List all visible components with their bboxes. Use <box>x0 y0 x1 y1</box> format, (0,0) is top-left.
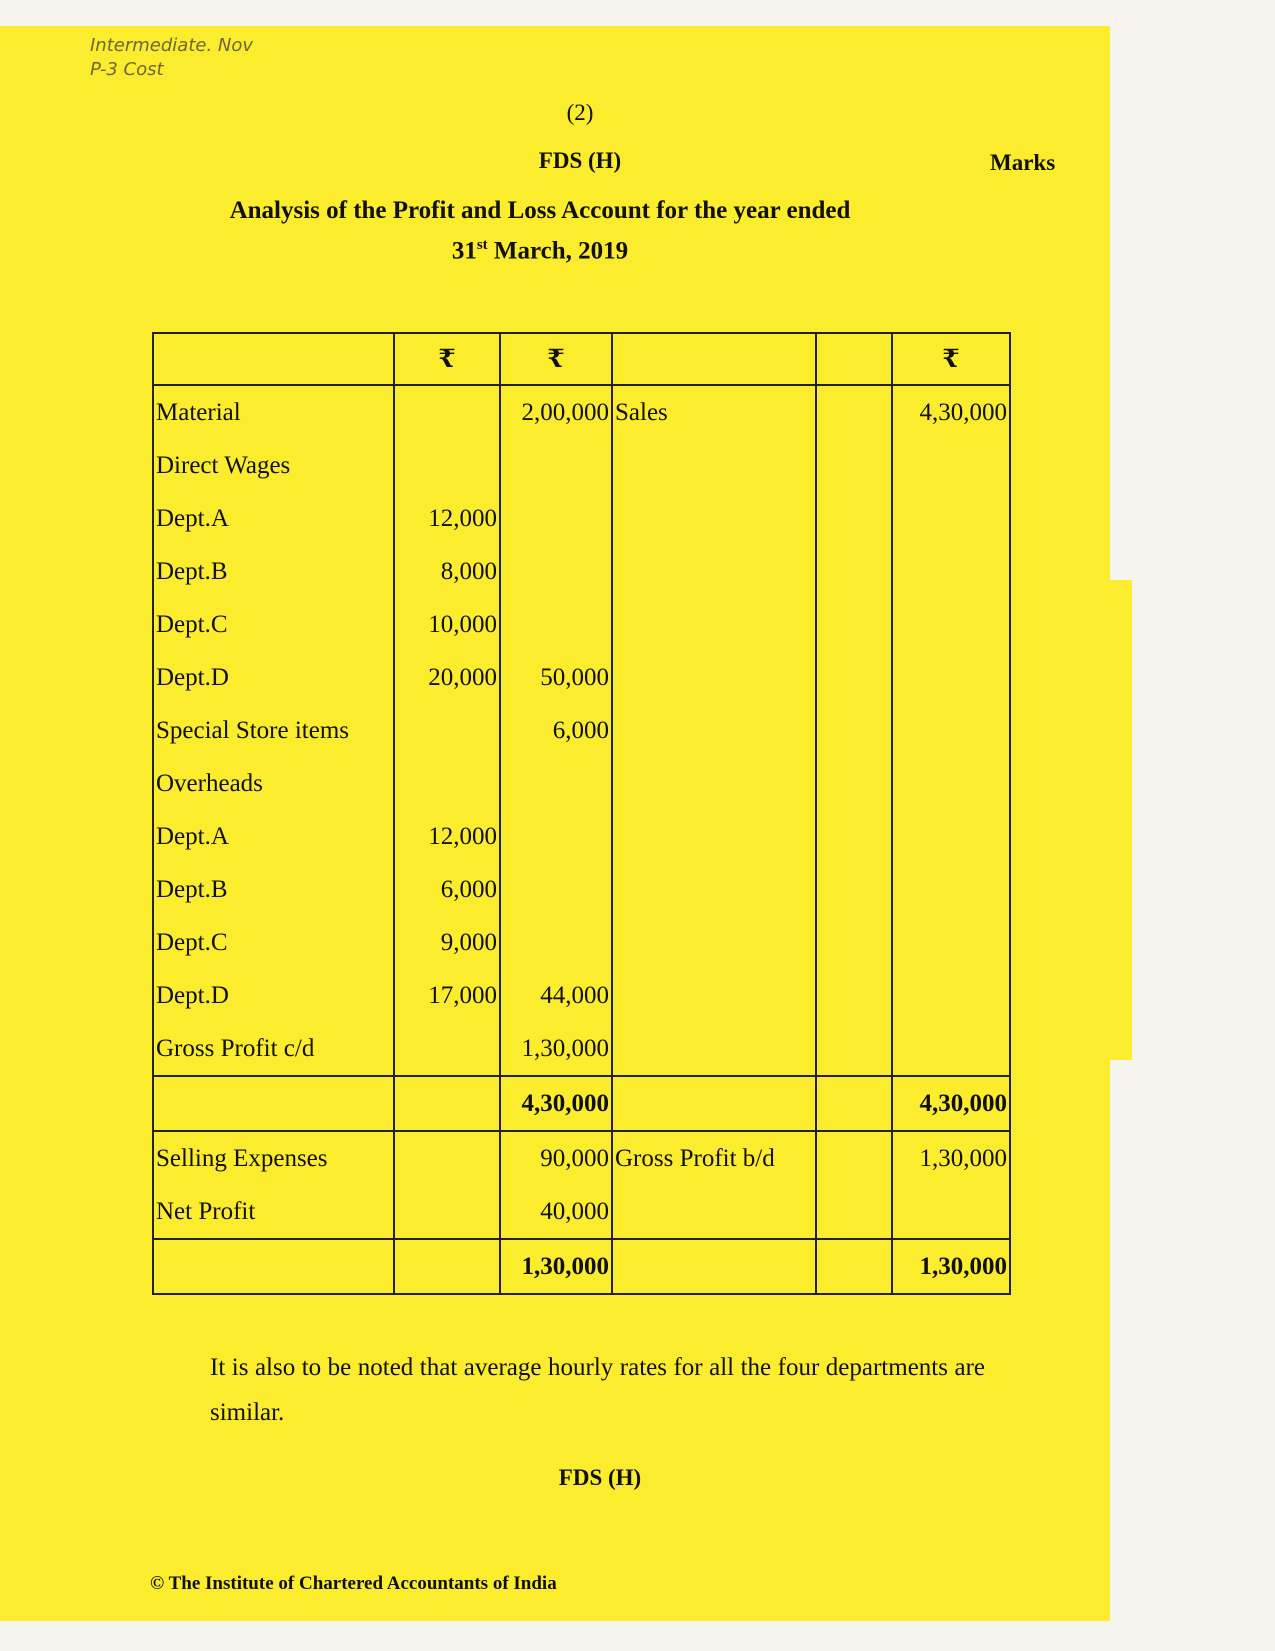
table-cell: 4,30,000 <box>892 385 1010 439</box>
table-cell <box>500 757 612 810</box>
table-cell <box>612 863 816 916</box>
table-cell <box>612 492 816 545</box>
title-date: 31st March, 2019 <box>451 237 629 265</box>
table-cell <box>394 1076 500 1131</box>
table-cell: Dept.C <box>153 598 394 651</box>
table-cell <box>816 1239 892 1294</box>
table-cell <box>612 969 816 1022</box>
table-cell: 90,000 <box>500 1131 612 1185</box>
table-cell <box>612 598 816 651</box>
table-cell: Dept.D <box>153 969 394 1022</box>
table-cell: Net Profit <box>153 1185 394 1239</box>
table-cell: ₹ <box>500 333 612 385</box>
table-cell <box>816 333 892 385</box>
table-cell: 12,000 <box>394 492 500 545</box>
footer-paper-code: FDS (H) <box>558 1465 642 1490</box>
page-title: Analysis of the Profit and Loss Account for the year ended 31st March, 2019 <box>120 194 960 268</box>
table-cell <box>816 1076 892 1131</box>
table-cell <box>394 439 500 492</box>
table-cell <box>612 651 816 704</box>
table-total-row <box>153 1239 1010 1294</box>
table-row <box>153 1185 1010 1239</box>
table-row <box>153 704 1010 757</box>
table-row <box>153 545 1010 598</box>
table-cell <box>612 916 816 969</box>
table-cell <box>816 545 892 598</box>
table-cell: Material <box>153 385 394 439</box>
table-cell: 12,000 <box>394 810 500 863</box>
table-row <box>153 969 1010 1022</box>
table-cell <box>500 545 612 598</box>
table-row <box>153 492 1010 545</box>
table-cell <box>612 810 816 863</box>
table-row <box>153 598 1010 651</box>
table-cell <box>394 704 500 757</box>
table-cell <box>816 1022 892 1076</box>
table-cell <box>892 545 1010 598</box>
table-cell: Gross Profit b/d <box>612 1131 816 1185</box>
table-cell: Dept.B <box>153 545 394 598</box>
table-cell <box>816 916 892 969</box>
page-edge <box>1110 580 1132 1060</box>
table-row <box>153 385 1010 439</box>
table-cell <box>816 651 892 704</box>
table-cell: Dept.B <box>153 863 394 916</box>
table-cell <box>816 598 892 651</box>
table-cell <box>816 757 892 810</box>
table-cell <box>153 1076 394 1131</box>
table-cell <box>816 439 892 492</box>
table-cell: Selling Expenses <box>153 1131 394 1185</box>
table-cell <box>394 1022 500 1076</box>
handwritten-note: Intermediate. Nov P-3 Cost <box>90 35 254 80</box>
note-text: It is also to be noted that average hourly rates for all the four departments are similar. <box>210 1354 985 1426</box>
table-cell <box>500 598 612 651</box>
table-cell <box>153 333 394 385</box>
table-cell <box>816 863 892 916</box>
table-cell <box>612 1022 816 1076</box>
table-cell <box>892 704 1010 757</box>
table-cell: 50,000 <box>500 651 612 704</box>
table-cell <box>892 916 1010 969</box>
table-row <box>153 810 1010 863</box>
table-cell: 6,000 <box>500 704 612 757</box>
table-cell: Overheads <box>153 757 394 810</box>
table-cell <box>816 1185 892 1239</box>
table-cell <box>612 1185 816 1239</box>
table-cell: 1,30,000 <box>500 1239 612 1294</box>
table-cell: 44,000 <box>500 969 612 1022</box>
table-row <box>153 916 1010 969</box>
table-cell: 4,30,000 <box>500 1076 612 1131</box>
table-cell: Gross Profit c/d <box>153 1022 394 1076</box>
table-cell: Sales <box>612 385 816 439</box>
profit-loss-table <box>152 332 1011 1295</box>
table-cell: 1,30,000 <box>892 1131 1010 1185</box>
table-cell <box>612 439 816 492</box>
table-cell: 1,30,000 <box>500 1022 612 1076</box>
table-cell <box>816 969 892 1022</box>
table-cell: ₹ <box>394 333 500 385</box>
page-number: (2) <box>566 100 594 125</box>
table-cell <box>892 492 1010 545</box>
table-cell <box>892 1022 1010 1076</box>
table-cell <box>816 492 892 545</box>
table-cell <box>500 492 612 545</box>
table-cell <box>612 1239 816 1294</box>
table-cell: 6,000 <box>394 863 500 916</box>
table-cell: Dept.A <box>153 492 394 545</box>
table-cell <box>500 916 612 969</box>
table-cell <box>394 757 500 810</box>
table-cell <box>394 1131 500 1185</box>
table-row <box>153 863 1010 916</box>
table-row <box>153 757 1010 810</box>
table-cell: ₹ <box>892 333 1010 385</box>
table-cell <box>612 333 816 385</box>
table-cell <box>892 1185 1010 1239</box>
table-row <box>153 651 1010 704</box>
table-cell <box>892 810 1010 863</box>
table-cell: 1,30,000 <box>892 1239 1010 1294</box>
marks-label: Marks <box>990 150 1056 175</box>
table-header-row <box>153 333 1010 385</box>
table-cell <box>394 1185 500 1239</box>
table-cell: 8,000 <box>394 545 500 598</box>
table-cell <box>394 385 500 439</box>
table-cell <box>500 810 612 863</box>
table-cell <box>816 704 892 757</box>
table-cell: Dept.C <box>153 916 394 969</box>
table-cell: 9,000 <box>394 916 500 969</box>
table-cell <box>612 1076 816 1131</box>
table-cell: Dept.A <box>153 810 394 863</box>
table-cell <box>892 969 1010 1022</box>
table-row <box>153 1131 1010 1185</box>
table-cell <box>153 1239 394 1294</box>
table-total-row <box>153 1076 1010 1131</box>
table-cell <box>816 385 892 439</box>
table-cell: 4,30,000 <box>892 1076 1010 1131</box>
table-cell <box>892 863 1010 916</box>
table-cell: Special Store items <box>153 704 394 757</box>
table-cell: 40,000 <box>500 1185 612 1239</box>
table-cell: 2,00,000 <box>500 385 612 439</box>
copyright-notice: © The Institute of Chartered Accountants of India <box>150 1573 557 1594</box>
table-cell <box>394 1239 500 1294</box>
table-cell <box>892 757 1010 810</box>
table-cell: Direct Wages <box>153 439 394 492</box>
table-cell: 20,000 <box>394 651 500 704</box>
table-row <box>153 1022 1010 1076</box>
table-cell <box>816 810 892 863</box>
table-cell <box>500 863 612 916</box>
table-cell: 10,000 <box>394 598 500 651</box>
paper-code: FDS (H) <box>538 148 622 173</box>
table-cell: 17,000 <box>394 969 500 1022</box>
table-cell <box>892 598 1010 651</box>
table-row <box>153 439 1010 492</box>
table-cell <box>816 1131 892 1185</box>
table-cell <box>892 439 1010 492</box>
table-cell: Dept.D <box>153 651 394 704</box>
table-cell <box>892 651 1010 704</box>
table-cell <box>612 545 816 598</box>
table-cell <box>612 757 816 810</box>
table-cell <box>612 704 816 757</box>
table-cell <box>500 439 612 492</box>
